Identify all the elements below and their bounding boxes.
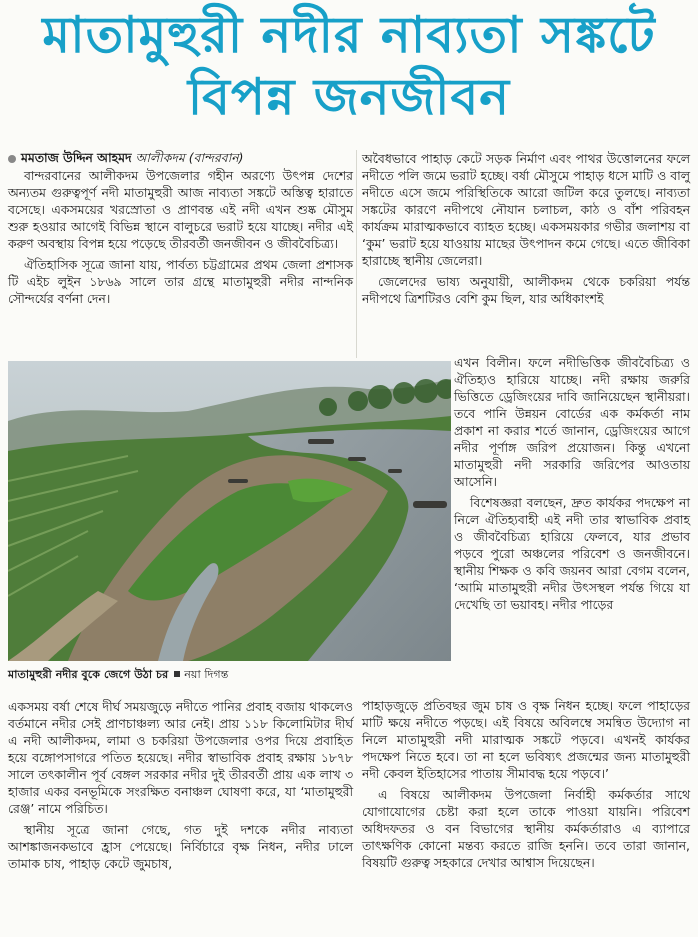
paragraph: স্থানীয় সূত্রে জানা গেছে, গত দুই দশকে নদীর নাব্যতা আশঙ্কাজনকভাবে হ্রাস পেয়েছে। নির্বিচারে বৃক্ষ নিধন, নদীর ঢালে তামাক চাষ, পাহাড় কেটে জুমচাষ, (8, 822, 353, 871)
byline-author: মমতাজ উদ্দিন আহমদ (21, 150, 132, 165)
column-divider (356, 150, 357, 358)
byline (8, 149, 353, 166)
column-left-bottom (8, 698, 353, 872)
headline-line-2: বিপন্ন জনজীবন (187, 68, 511, 126)
paragraph: এ বিষয়ে আলীকদম উপজেলা নির্বাহী কর্মকর্তার সাথে যোগাযোগের চেষ্টা করা হলে তাকে পাওয়া যায়নি। পরিবেশ অধিদফতর ও বন বিভাগের স্থানীয় কর্মকর্তারাও এ ব্যাপারে তাৎক্ষণিক কোনো মন্তব্য করতে রাজি হননি। তবে তারা জানান, বিষয়টি গুরুত্ব সহকারে দেখার আশ্বাস দিয়েছেন। (362, 787, 690, 870)
byline-place: আলীকদম (বান্দরবান) (135, 150, 244, 165)
paragraph: ঐতিহাসিক সূত্রে জানা যায়, পার্বত্য চট্টগ্রামের প্রথম জেলা প্রশাসক টি এইচ লুইন ১৮৬৯ সালে তার গ্রন্থে মাতামুহুরী নদীর নান্দনিক সৌন্দর্যের বর্ণনা দেন। (8, 257, 353, 306)
column-right-bottom (362, 697, 690, 871)
paragraph: বিশেষজ্ঞরা বলছেন, দ্রুত কার্যকর পদক্ষেপ না নিলে ঐতিহ্যবাহী এই নদী তার স্বাভাবিক প্রবাহ ও জীববৈচিত্র্য হারিয়ে ফেলবে, যার প্রভাব পড়বে পুরো অঞ্চলের পরিবেশ ও জনজীবনে। স্থানীয় শিক্ষক ও কবি জয়নব আরা বেগম বলেন, ‘আমি মাতামুহুরী নদীর উৎসস্থল পর্যন্ত গিয়ে যা দেখেছি তা ভয়াবহ। নদীর পাড়ের (454, 495, 690, 612)
paragraph: একসময় বর্ষা শেষে দীর্ঘ সময়জুড়ে নদীতে পানির প্রবাহ বজায় থাকলেও বর্তমানে নদীর সেই প্রাণচাঞ্চল্য আর নেই। প্রায় ১১৮ কিলোমিটার দীর্ঘ এ নদী আলীকদম, লামা ও চকরিয়া উপজেলার ওপর দিয়ে প্রবাহিত হয়ে বঙ্গোপসাগরে পতিত হয়েছে। নদীর স্বাভাবিক প্রবাহ রক্ষায় ১৮৭৮ সালে তৎকালীন পূর্ব বেঙ্গল সরকার নদীর দুই তীরবর্তী প্রায় এক লাখ ৩ হাজার একর বনভূমিকে সংরক্ষিত বনাঞ্চল ঘোষণা করে, যা ‘মাতামুহুরী রেঞ্জ’ নামে পরিচিত। (8, 699, 353, 816)
river-photo (8, 361, 451, 661)
square-bullet-icon (174, 671, 180, 677)
caption-credit: নয়া দিগন্ত (184, 668, 229, 681)
headline (0, 4, 698, 128)
bullet-icon (8, 155, 16, 163)
paragraph: অবৈধভাবে পাহাড় কেটে সড়ক নির্মাণ এবং পাথর উত্তোলনের ফলে নদীতে পলি জমে ভরাট হচ্ছে। বর্ষা মৌসুমে পাহাড় ধসে মাটি ও বালু নদীতে এসে জমে পরিস্থিতিকে আরো জটিল করে তুলছে। নাব্যতা সঙ্কটের কারণে নদীপথে নৌযান চলাচল, কাঠ ও বাঁশ পরিবহন কার্যক্রম মারাত্মকভাবে ব্যাহত হচ্ছে। একসময়কার গভীর জলাশয় বা ‘কুম’ ভরাট হয়ে যাওয়ায় মাছের উৎপাদন কমে গেছে। এতে জীবিকা হারাচ্ছে স্থানীয় জেলেরা। (362, 151, 690, 268)
photo-caption (8, 667, 448, 682)
river-photo-image (8, 361, 451, 661)
paragraph: বান্দরবানের আলীকদম উপজেলার গহীন অরণ্যে উৎপন্ন দেশের অন্যতম গুরুত্বপূর্ণ নদী মাতামুহুরী আজ নাব্যতা সঙ্কটে অস্তিত্ব হারাতে বসেছে। একসময়ের খরস্রোতা ও প্রাণবন্ত এই নদী এখন শুষ্ক মৌসুম শুরু হওয়ার আগেই বিভিন্ন স্থানে বালুচরে ভরাট হয়ে যাচ্ছে। নদীর এই করুণ অবস্থায় বিপন্ন হয়ে পড়েছে তীরবর্তী জনজীবন ও জীববৈচিত্র্য। (8, 168, 353, 251)
paragraph: এখন বিলীন। ফলে নদীভিত্তিক জীববৈচিত্র্য ও ঐতিহ্যও হারিয়ে যাচ্ছে। নদী রক্ষায় জরুরি ভিত্তিতে ড্রেজিংয়ের দাবি জানিয়েছেন স্থানীয়রা। তবে পানি উন্নয়ন বোর্ডের এক কর্মকর্তা নাম প্রকাশ না করার শর্তে জানান, ড্রেজিংয়ের আগে নদীর পূর্ণাঙ্গ জরিপ প্রয়োজন। কিন্তু এখনো মাতামুহুরী নদী সরকারি জরিপের আওতায় আসেনি। (454, 355, 690, 489)
cut-off-next-line (0, 928, 698, 937)
paragraph: পাহাড়জুড়ে প্রতিবছর জুম চাষ ও বৃক্ষ নিধন হচ্ছে। ফলে পাহাড়ের মাটি ক্ষয়ে নদীতে পড়ছে। এই বিষয়ে অবিলম্বে সমন্বিত উদ্যোগ না নিলে মাতামুহুরী নদী মারাত্মক সঙ্কটে পড়বে। এখনই কার্যকর পদক্ষেপ নিতে হবে। তা না হলে ভবিষ্যৎ প্রজন্মের জন্য মাতামুহুরী নদী কেবল ইতিহাসের পাতায় সীমাবদ্ধ হয়ে পড়বে।’ (362, 698, 690, 781)
column-right-top (362, 150, 690, 307)
caption-text: মাতামুহুরী নদীর বুকে জেগে উঠা চর (8, 668, 169, 681)
column-left-top (8, 167, 353, 307)
headline-line-1: মাতামুহুরী নদীর নাব্যতা সঙ্কটে (42, 6, 656, 64)
column-right-middle (454, 354, 690, 613)
paragraph: জেলেদের ভাষ্য অনুযায়ী, আলীকদম থেকে চকরিয়া পর্যন্ত নদীপথে ত্রিশটিরও বেশি কুম ছিল, যার অধিকাংশই (362, 274, 690, 306)
